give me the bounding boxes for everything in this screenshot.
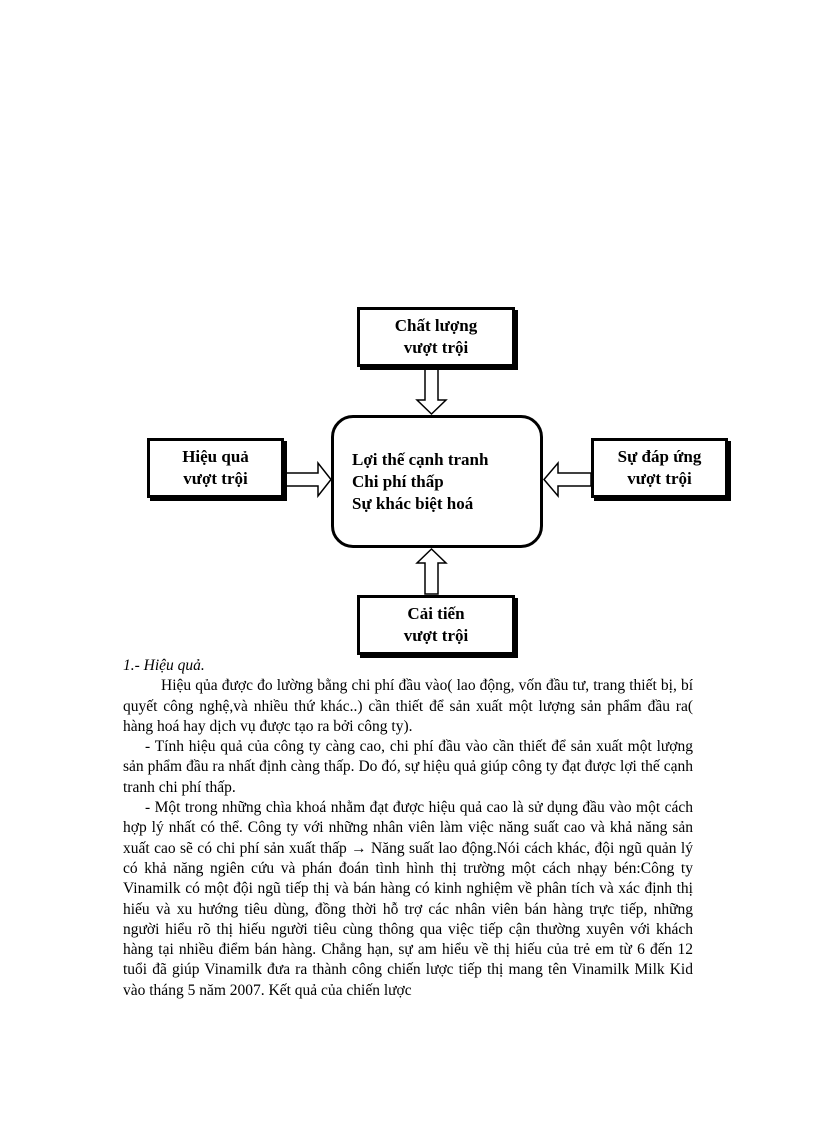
competitive-advantage-box [331,415,543,548]
center-box-line3: Sự khác biệt hoá [352,493,474,513]
arrow-left-icon [544,463,591,496]
innovation-box-line2: vượt trội [403,626,469,645]
arrow-right-icon [286,463,331,496]
center-box-line1: Lợi thế cạnh tranh [352,449,489,469]
efficiency-box-line2: vượt trội [183,469,248,488]
arrow-up-icon [417,549,446,594]
body-text [123,656,693,1001]
paragraph-1: Hiệu qủa được đo lường bằng chi phí đầu vào( lao động, vốn đầu tư, trang thiết bị, bí quyết công nghệ,và nhiều thứ khác..) cần thiết để sản xuất một lượng sản phẩm đầu ra( hàng hoá hay dịch vụ được tạo ra bởi công ty). [123,677,693,735]
quality-box [357,307,515,367]
innovation-box-line1: Cải tiến [407,604,465,623]
arrow-down-icon [417,368,446,414]
quality-box-line2: vượt trội [403,338,469,357]
responsiveness-box-line2: vượt trội [627,469,692,488]
paragraph-3: - Một trong những chìa khoá nhằm đạt được hiệu quả cao là sử dụng đầu vào một cách hợp lý nhất có thể. Công ty với những nhân viên làm việc năng suất cao và khả năng sản xuất cao sẽ có chi phí sản xuất thấp → Năng suất lao động.Nói cách khác, đội ngũ quản lý có khả năng ngiên cứu và phán đoán tình hình thị trường một cách nhạy bén:Công ty Vinamilk có một đội ngũ tiếp thị và bán hàng có kinh nghiệm về phân tích và xác định thị hiếu và xu hướng tiêu dùng, đồng thời hỗ trợ các nhân viên bán hàng trực tiếp, những người hiểu rõ thị hiếu người tiêu cùng thông qua việc tiếp cận thường xuyên với khách hàng tại nhiều điểm bán hàng. Chẳng hạn, sự am hiểu về thị hiếu của trẻ em từ 6 đến 12 tuổi đã giúp Vinamilk đưa ra thành công chiến lược tiếp thị mang tên Vinamilk Milk Kid vào tháng 5 năm 2007. Kết quả của chiến lược [123,799,693,999]
paragraph-2: - Tính hiệu quả của công ty càng cao, chi phí đầu vào cần thiết để sản xuất một lượng sản phẩm đầu ra nhất định càng thấp. Do đó, sự hiệu quả giúp công ty đạt được lợi thế cạnh tranh chi phí thấp. [123,738,693,796]
efficiency-box-line1: Hiệu quả [182,447,249,466]
quality-box-line1: Chất lượng [394,316,478,335]
responsiveness-box-line1: Sự đáp ứng [617,447,702,466]
innovation-box [357,595,515,655]
center-box-line2: Chi phí thấp [352,471,444,491]
efficiency-box [147,438,284,498]
responsiveness-box [591,438,728,498]
section-heading: 1.- Hiệu quả. [123,657,205,674]
